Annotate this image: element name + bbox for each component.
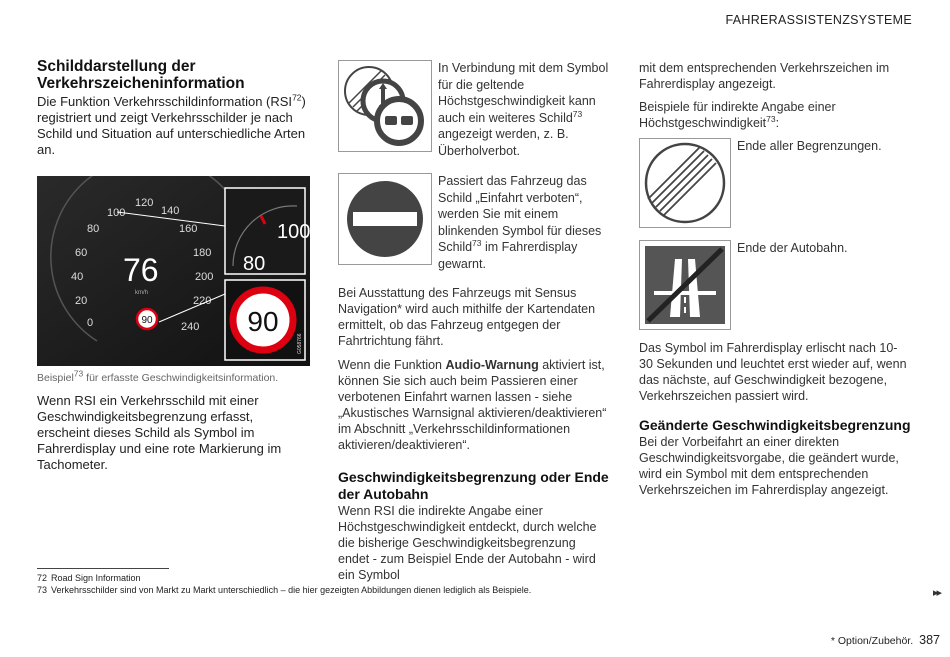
overtaking-sign-box — [338, 60, 432, 152]
no-entry-sign-row — [338, 173, 610, 272]
tick-label: 160 — [179, 223, 198, 235]
end-of-motorway-icon — [640, 241, 730, 329]
overtaking-sign-row — [338, 60, 610, 159]
no-entry-icon — [339, 174, 431, 264]
col2-heading: Geschwindigkeitsbegrenzung oder Ende der Autobahn — [338, 469, 609, 502]
tick-label: 0 — [87, 317, 94, 329]
col3-para1: mit dem entsprechenden Verkehrszeichen im Fahrerdisplay angezeigt. — [639, 61, 890, 91]
tick-label: 200 — [195, 271, 214, 283]
end-limits-row — [639, 138, 911, 228]
col3-para2: Beispiele für indirekte Angabe einer Höchstgeschwindigkeit$^{73}$: — [639, 100, 836, 130]
col2-para1: Bei Ausstattung des Fahrzeugs mit Sensus Navigation* wird auch mithilfe der Kartendaten ermittelt, ob das Fahrzeug entgegen der Fahrtrichtung fährt. — [338, 286, 596, 348]
continue-arrows-icon: ▸▸ — [932, 587, 940, 599]
zoom-top-right: 100 — [277, 221, 310, 243]
no-entry-sign-box — [338, 173, 432, 265]
zoom-top: 80 — [243, 253, 266, 275]
footnote-73: 73 Verkehrsschilder sind von Markt zu Markt unterschiedlich – die hier gezeigten Abbildungen dienen lediglich als Beispiele. — [37, 585, 532, 595]
end-limits-label: Ende aller Begrenzungen. — [737, 139, 882, 153]
image-caption: Beispiel$^{73}$ für erfasste Geschwindigkeitsinformation. — [37, 368, 279, 384]
overtaking-ban-icon — [339, 61, 431, 151]
col3-para4: Bei der Vorbeifahrt an einer direkten Geschwindigkeitsvorgabe, die geändert wurde, wird ein Symbol mit dem entsprechenden Verkehrszeichen im Fahrerdisplay angezeigt. — [639, 435, 899, 497]
overtaking-text: In Verbindung mit dem Symbol für die geltende Höchstgeschwindigkeit kann auch ein weiteres Schild$^{73}$ angezeigt werden, z. B. Überholverbot. — [438, 61, 609, 158]
tick-label: 120 — [135, 197, 154, 209]
footnotes — [37, 568, 577, 596]
tick-label: 20 — [75, 295, 88, 307]
col2-para3: Wenn RSI die indirekte Angabe einer Höchstgeschwindigkeit entdeckt, durch welche die bisherige Geschwindigkeitsbegrenzung endet - zum Beispiel Ende der Autobahn - wird ein Symbol — [338, 504, 597, 582]
end-motorway-box — [639, 240, 731, 330]
end-motorway-row — [639, 240, 911, 330]
footnote-divider — [37, 568, 169, 569]
speed-unit: km/h — [135, 290, 149, 296]
section-header: FAHRERASSISTENZSYSTEME — [725, 13, 912, 27]
image-code: G058766 — [297, 333, 303, 354]
tick-label: 140 — [161, 205, 180, 217]
page-footer — [831, 633, 940, 647]
speedometer-illustration — [37, 176, 310, 366]
end-motorway-label: Ende der Autobahn. — [737, 241, 848, 255]
audio-warning-label: Audio-Warnung — [445, 358, 539, 372]
tick-label: 60 — [75, 247, 88, 259]
col2-para2: Wenn die Funktion Audio-Warnung aktiviert ist, können Sie sich auch beim Passieren einer verbotenen Einfahrt warnen lassen - siehe „Akustisches Warnsignal aktivieren/deaktivieren“ im Abschnitt „Verkehrsschildinformationen aktivieren/deaktivieren“. — [338, 358, 607, 452]
column-1 — [37, 58, 309, 473]
tick-label: 240 — [181, 321, 200, 333]
intro-paragraph: Die Funktion Verkehrsschildinformation (RSI$^{72}$) registriert und zeigt Verkehrsschilder je nach Schild und Situation auf unterschiedliche Arten an. — [37, 92, 306, 157]
small-speed-sign: 90 — [141, 315, 153, 326]
tick-label: 80 — [87, 223, 100, 235]
col3-heading: Geänderte Geschwindigkeitsbegrenzung — [639, 417, 911, 433]
end-of-all-limits-icon — [640, 139, 730, 227]
end-limits-box — [639, 138, 731, 228]
option-note: * Option/Zubehör. — [830, 635, 914, 647]
page-number: 387 — [919, 633, 940, 647]
tick-label: 180 — [193, 247, 212, 259]
col3-para3: Das Symbol im Fahrerdisplay erlischt nach 10-30 Sekunden und leuchtet erst wieder auf, wenn das nächste, auf Geschwindigkeit bezogene, Verkehrszeichen passiert wird. — [639, 341, 907, 403]
col1-body: Wenn RSI ein Verkehrsschild mit einer Geschwindigkeitsbegrenzung erfasst, erscheint dieses Schild als Symbol im Fahrerdisplay und eine rote Markierung im Tachometer. — [37, 393, 282, 472]
footnote-72: 72 Road Sign Information — [37, 573, 141, 583]
section-title: Schilddarstellung der Verkehrszeicheninformation — [37, 58, 245, 92]
column-2 — [338, 60, 610, 583]
tick-label: 220 — [193, 295, 212, 307]
big-speed-sign: 90 — [247, 306, 279, 337]
tick-label: 100 — [107, 207, 126, 219]
tick-label: 40 — [71, 271, 84, 283]
no-entry-text: Passiert das Fahrzeug das Schild „Einfahrt verboten“, werden Sie mit einem blinkenden Symbol für dieses Schild$^{73}$ im Fahrerdisplay gewarnt. — [438, 174, 602, 271]
current-speed: 76 — [123, 252, 159, 288]
column-3 — [639, 60, 911, 498]
